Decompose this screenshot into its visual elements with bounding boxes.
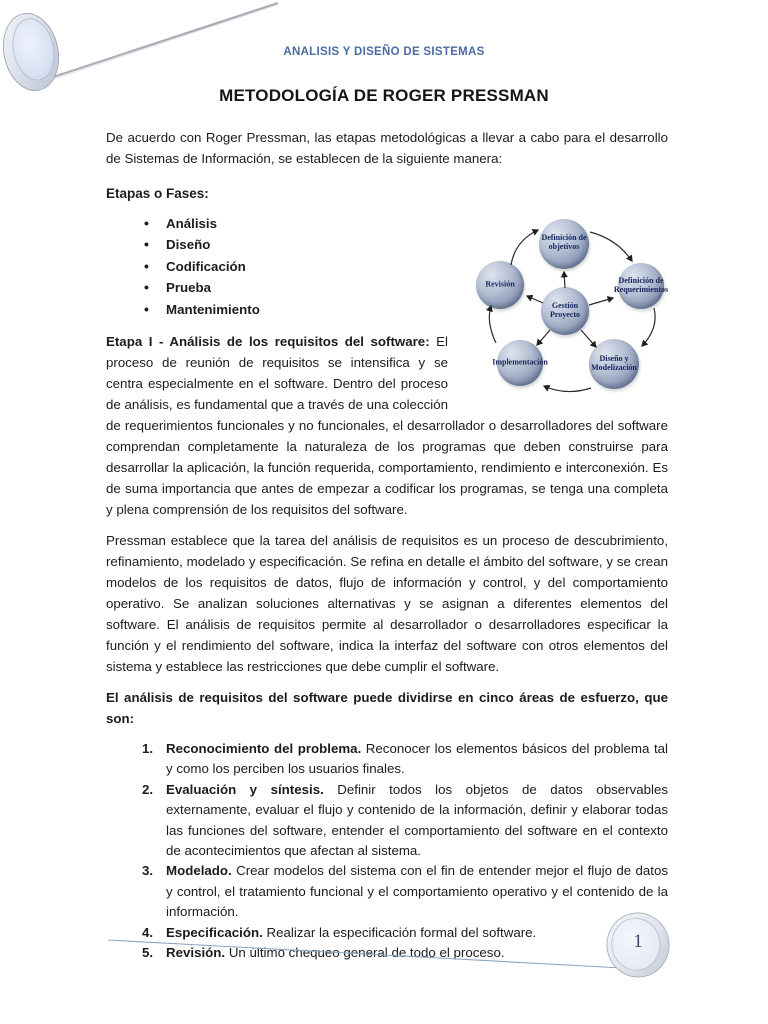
area-number: 5. [142, 945, 154, 961]
stage-item-codificacion: • Codificación [106, 256, 668, 277]
label-gestion-proyecto: Gestión Proyecto [549, 301, 581, 319]
push-pin-icon [0, 0, 300, 135]
area-number: 2. [142, 781, 154, 797]
area-lead: Revisión. [166, 945, 226, 961]
course-header: ANALISIS Y DISEÑO DE SISTEMAS [283, 46, 485, 58]
area-number: 4. [142, 924, 154, 940]
area-lead: Modelado. [166, 863, 232, 879]
area-text: Un último chequeo general de todo el proceso. [225, 945, 505, 961]
page-title: METODOLOGÍA DE ROGER PRESSMAN [219, 86, 549, 105]
stage-item-analisis: • Análisis [106, 213, 668, 234]
intro-paragraph: De acuerdo con Roger Pressman, las etapas metodológicas a llevar a cabo para el desarrollo de Sistemas de Información, se establecen de la siguiente manera: [106, 130, 668, 166]
document-body [106, 127, 668, 964]
area-text: Reconocer los elementos básicos del problema tal y como los perciben los usuarios finales. [166, 741, 668, 777]
label-implementacion: Implementación [492, 357, 548, 367]
area-item-reconocimiento [106, 739, 668, 780]
stage-item-diseno: • Diseño [106, 234, 668, 255]
area-item-evaluacion [106, 780, 668, 862]
area-number: 3. [142, 863, 154, 879]
area-text: Definir todos los objetos de datos observables externamente, evaluar el flujo y contenido de la información, definir y elaborar todas las funciones del software, entender el comportamiento del software en el contexto de acontecimientos que afectan al sistema. [166, 781, 669, 859]
analysis-paragraph: Pressman establece que la tarea del análisis de requisitos es un proceso de descubrimiento, refinamiento, modelado y especificación. Se refina en detalle el ámbito del software, y se crean modelos de los requisitos de datos, flujo de información y control, y del comportamiento operativo. Se analizan soluciones alternativas y se asignan a diferentes elementos del software. El análisis de requisitos permite al desarrollador o desarrolladores especificar la función y el rendimiento del software, indica la interfaz del software con otros elementos del sistema y establece las restricciones que debe cumplir el software. [106, 533, 668, 675]
label-definicion-objetivos: Definición de objetivos [541, 233, 587, 251]
label-diseno-modelizacion: Diseño y Modelización [591, 354, 637, 372]
area-text: Crear modelos del sistema con el fin de entender mejor el flujo de datos y control, el tratamiento funcional y el comportamiento operativo y el contenido de la información. [166, 863, 668, 920]
area-lead: Especificación. [166, 924, 263, 940]
etapa1-lead: Etapa I - Análisis de los requisitos del software: [106, 334, 430, 350]
area-lead: Reconocimiento del problema. [166, 741, 362, 757]
stage-item-mantenimiento: • Mantenimiento [106, 299, 668, 320]
label-revision: Revisión [485, 279, 515, 289]
area-lead: Evaluación y síntesis. [166, 781, 324, 797]
area-text: Realizar la especificación formal del software. [262, 924, 537, 940]
page-number-badge: 1 [633, 931, 643, 952]
area-number: 1. [142, 741, 154, 757]
stage-item-prueba: • Prueba [106, 277, 668, 298]
stages-heading: Etapas o Fases: [106, 186, 209, 201]
etapa1-body: El proceso de reunión de requisitos se intensifica y se centra especialmente en el software. Dentro del proceso de análisis, es fundamental que a través de una colección de requerimientos funcionales y no funcionales, el desarrollador o desarrolladores del software comprendan completamente la naturaleza de los programas que deben construirse para desarrollar la aplicación, la función requerida, comportamiento, rendimiento e interconexión. Es de suma importancia que antes de empezar a codificar los programas, se tenga una completa y plena comprensión de los requisitos del software. [106, 334, 668, 518]
label-definicion-requerimientos: Definición de Requerimientos [613, 276, 669, 294]
pressman-cycle-diagram [458, 219, 676, 403]
areas-heading: El análisis de requisitos del software puede dividirse en cinco áreas de esfuerzo, que son: [106, 690, 668, 727]
